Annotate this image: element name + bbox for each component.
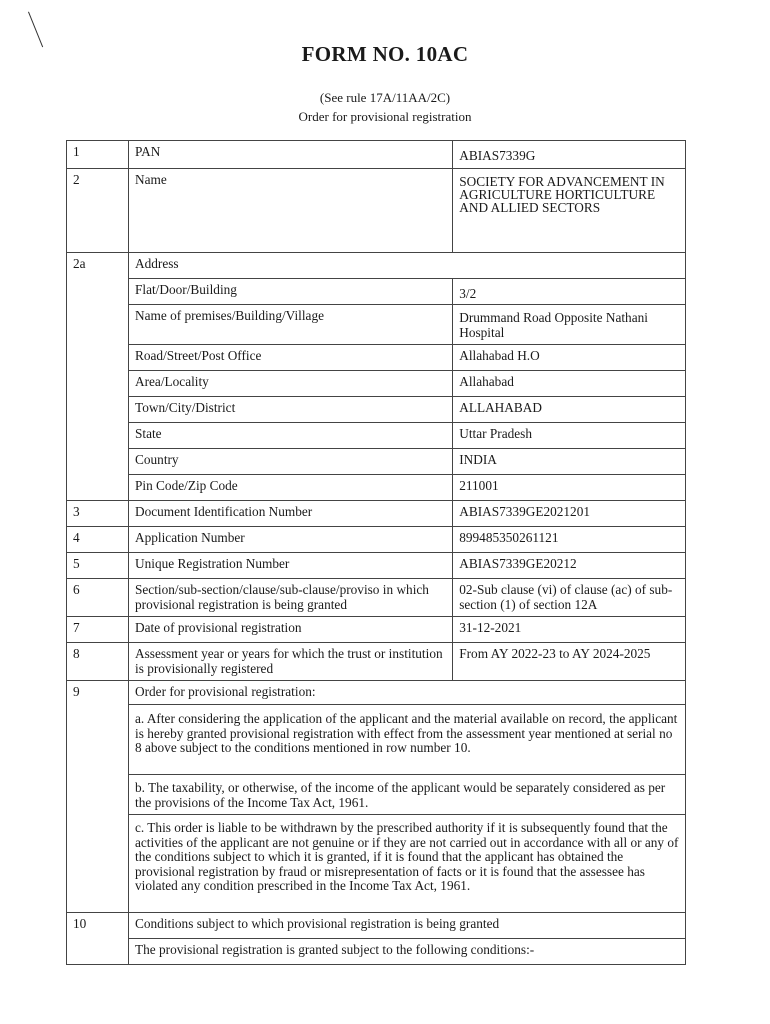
row-label: Road/Street/Post Office bbox=[129, 345, 453, 371]
row-label: Section/sub-section/clause/sub-clause/proviso in which provisional registration is being granted bbox=[129, 579, 453, 617]
row-value: ABIAS7339GE20212 bbox=[453, 553, 686, 579]
table-row bbox=[67, 449, 686, 475]
row-value: SOCIETY FOR ADVANCEMENT IN AGRICULTURE HORTICULTURE AND ALLIED SECTORS bbox=[453, 169, 686, 253]
row-number: 2a bbox=[67, 253, 129, 279]
table-row bbox=[67, 617, 686, 643]
row-value: 899485350261121 bbox=[453, 527, 686, 553]
table-row bbox=[67, 775, 686, 815]
row-label: Order for provisional registration: bbox=[129, 681, 686, 705]
row-value: 02-Sub clause (vi) of clause (ac) of sub-section (1) of section 12A bbox=[453, 579, 686, 617]
row-label: Conditions subject to which provisional registration is being granted bbox=[129, 913, 686, 939]
table-row bbox=[67, 475, 686, 501]
row-label: Address bbox=[129, 253, 686, 279]
row-value: 3/2 bbox=[453, 279, 686, 305]
row-number: 6 bbox=[67, 579, 129, 617]
row-value: INDIA bbox=[453, 449, 686, 475]
rule-reference: (See rule 17A/11AA/2C) bbox=[319, 90, 451, 105]
row-number: 8 bbox=[67, 643, 129, 681]
row-number: 1 bbox=[67, 141, 129, 169]
row-number: 5 bbox=[67, 553, 129, 579]
row-value: ABIAS7339GE2021201 bbox=[453, 501, 686, 527]
row-label: PAN bbox=[129, 141, 453, 169]
row-value: ABIAS7339G bbox=[453, 141, 686, 169]
row-label: Document Identification Number bbox=[129, 501, 453, 527]
table-row bbox=[67, 501, 686, 527]
row-value: From AY 2022-23 to AY 2024-2025 bbox=[453, 643, 686, 681]
table-row bbox=[67, 553, 686, 579]
table-row bbox=[67, 913, 686, 939]
row-label: Country bbox=[129, 449, 453, 475]
row-value: Drummand Road Opposite Nathani Hospital bbox=[453, 305, 686, 345]
table-row bbox=[67, 939, 686, 965]
table-row bbox=[67, 527, 686, 553]
registration-table bbox=[66, 140, 686, 965]
row-number: 7 bbox=[67, 617, 129, 643]
table-row bbox=[67, 253, 686, 279]
table-row bbox=[67, 705, 686, 775]
row-label: State bbox=[129, 423, 453, 449]
row-label: Date of provisional registration bbox=[129, 617, 453, 643]
table-row bbox=[67, 345, 686, 371]
row-value: Allahabad H.O bbox=[453, 345, 686, 371]
row-label: Flat/Door/Building bbox=[129, 279, 453, 305]
row-value: 211001 bbox=[453, 475, 686, 501]
table-row bbox=[67, 397, 686, 423]
row-value: ALLAHABAD bbox=[453, 397, 686, 423]
row-label: Assessment year or years for which the trust or institution is provisionally registered bbox=[129, 643, 453, 681]
row-label: Unique Registration Number bbox=[129, 553, 453, 579]
table-row bbox=[67, 305, 686, 345]
row-label: Area/Locality bbox=[129, 371, 453, 397]
row-number: 2 bbox=[67, 169, 129, 253]
conditions-intro: The provisional registration is granted subject to the following conditions:- bbox=[129, 939, 686, 965]
row-value: 31-12-2021 bbox=[453, 617, 686, 643]
order-paragraph-a: a. After considering the application of the applicant and the material available on record, the applicant is hereby granted provisional registration with effect from the assessment year mentioned at serial no 8 above subject to the conditions mentioned in row number 10. bbox=[129, 705, 686, 775]
row-number: 4 bbox=[67, 527, 129, 553]
table-row bbox=[67, 169, 686, 253]
table-row bbox=[67, 423, 686, 449]
table-row bbox=[67, 579, 686, 617]
row-label: Name of premises/Building/Village bbox=[129, 305, 453, 345]
row-label: Town/City/District bbox=[129, 397, 453, 423]
row-value: Uttar Pradesh bbox=[453, 423, 686, 449]
table-row bbox=[67, 371, 686, 397]
row-label: Application Number bbox=[129, 527, 453, 553]
form-subtitle: Order for provisional registration bbox=[298, 109, 472, 124]
table-row bbox=[67, 643, 686, 681]
table-row bbox=[67, 279, 686, 305]
row-label: Pin Code/Zip Code bbox=[129, 475, 453, 501]
table-row bbox=[67, 815, 686, 913]
table-row bbox=[67, 141, 686, 169]
form-title: FORM NO. 10AC bbox=[301, 42, 469, 66]
order-paragraph-c: c. This order is liable to be withdrawn by the prescribed authority if it is subsequently found that the activities of the applicant are not genuine or if they are not carried out in accordance with all or any of the conditions subject to which it is granted, if it is found that the applicant has obtained the provisional registration by fraud or misrepresentation of facts or it is found that the assessee has violated any condition prescribed in the Income Tax Act, 1961. bbox=[129, 815, 686, 913]
row-number: 9 bbox=[67, 681, 129, 705]
row-number: 3 bbox=[67, 501, 129, 527]
row-value: Allahabad bbox=[453, 371, 686, 397]
order-paragraph-b: b. The taxability, or otherwise, of the income of the applicant would be separately considered as per the provisions of the Income Tax Act, 1961. bbox=[129, 775, 686, 815]
row-number: 10 bbox=[67, 913, 129, 939]
row-label: Name bbox=[129, 169, 453, 253]
table-row bbox=[67, 681, 686, 705]
